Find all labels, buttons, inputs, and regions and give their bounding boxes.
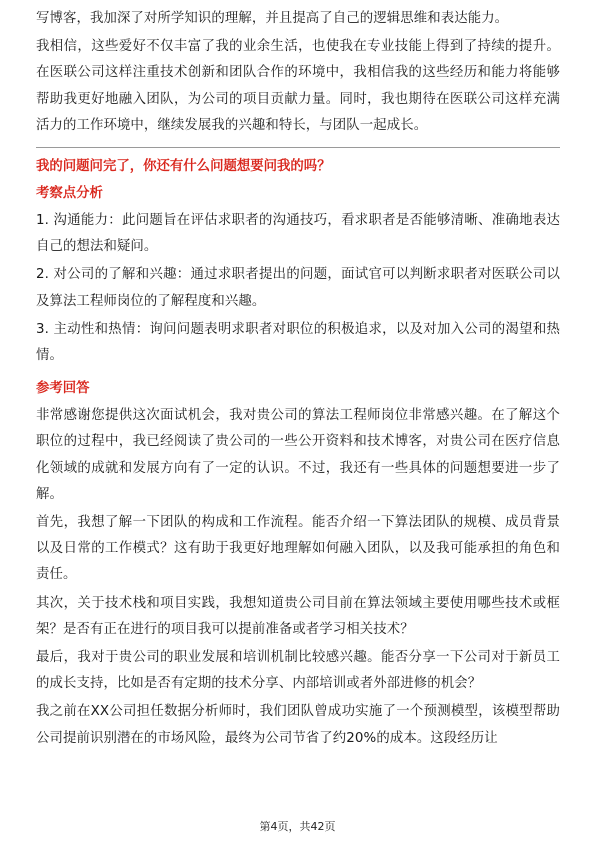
answer-paragraph-4: 最后，我对于贵公司的职业发展和培训机制比较感兴趣。能否分享一下公司对于新员工的成长支持，比如是否有定期的技术分享、内部培训或者外部进修的机会？ [36, 650, 560, 692]
answer-heading: 参考回答 [36, 381, 90, 397]
section-divider [36, 147, 560, 148]
answer-paragraph-5: 我之前在XX公司担任数据分析师时，我们团队曾成功实施了一个预测模型，该模型帮助公司提前识别潜在的市场风险，最终为公司节省了约20%的成本。这段经历让 [36, 704, 560, 746]
intro-paragraph-2: 我相信，这些爱好不仅丰富了我的业余生活，也使我在专业技能上得到了持续的提升。在医联公司这样注重技术创新和团队合作的环境中，我相信我的这些经历和能力将能够帮助我更好地融入团队，为公司的项目贡献力量。同时，我也期待在医联公司这样充满活力的工作环境中，继续发展我的兴趣和特长，与团队一起成长。 [36, 39, 560, 133]
interview-question: 我的问题问完了，你还有什么问题想要问我的吗？ [36, 159, 331, 175]
intro-paragraph-1: 写博客，我加深了对所学知识的理解，并且提高了自己的逻辑思维和表达能力。 [36, 11, 509, 26]
analysis-item-2: 2. 对公司的了解和兴趣：通过求职者提出的问题，面试官可以判断求职者对医联公司以及算法工程师岗位的了解程度和兴趣。 [36, 267, 560, 309]
answer-paragraph-1: 非常感谢您提供这次面试机会，我对贵公司的算法工程师岗位非常感兴趣。在了解这个职位的过程中，我已经阅读了贵公司的一些公开资料和技术博客，对贵公司在医疗信息化领域的成就和发展方向有了一定的认识。不过，我还有一些具体的问题想要进一步了解。 [36, 408, 560, 502]
analysis-item-1: 1. 沟通能力：此问题旨在评估求职者的沟通技巧，看求职者是否能够清晰、准确地表达自己的想法和疑问。 [36, 213, 560, 255]
page-number-footer: 第4页，共42页 [259, 820, 336, 833]
answer-paragraph-3: 其次，关于技术栈和项目实践，我想知道贵公司目前在算法领域主要使用哪些技术或框架？是否有正在进行的项目我可以提前准备或者学习相关技术？ [36, 595, 560, 637]
analysis-heading: 考察点分析 [36, 186, 103, 202]
answer-paragraph-2: 首先，我想了解一下团队的构成和工作流程。能否介绍一下算法团队的规模、成员背景以及日常的工作模式？这有助于我更好地理解如何融入团队，以及我可能承担的角色和责任。 [36, 515, 560, 583]
page-content [36, 6, 560, 754]
analysis-item-3: 3. 主动性和热情：询问问题表明求职者对职位的积极追求，以及对加入公司的渴望和热情。 [36, 321, 560, 364]
